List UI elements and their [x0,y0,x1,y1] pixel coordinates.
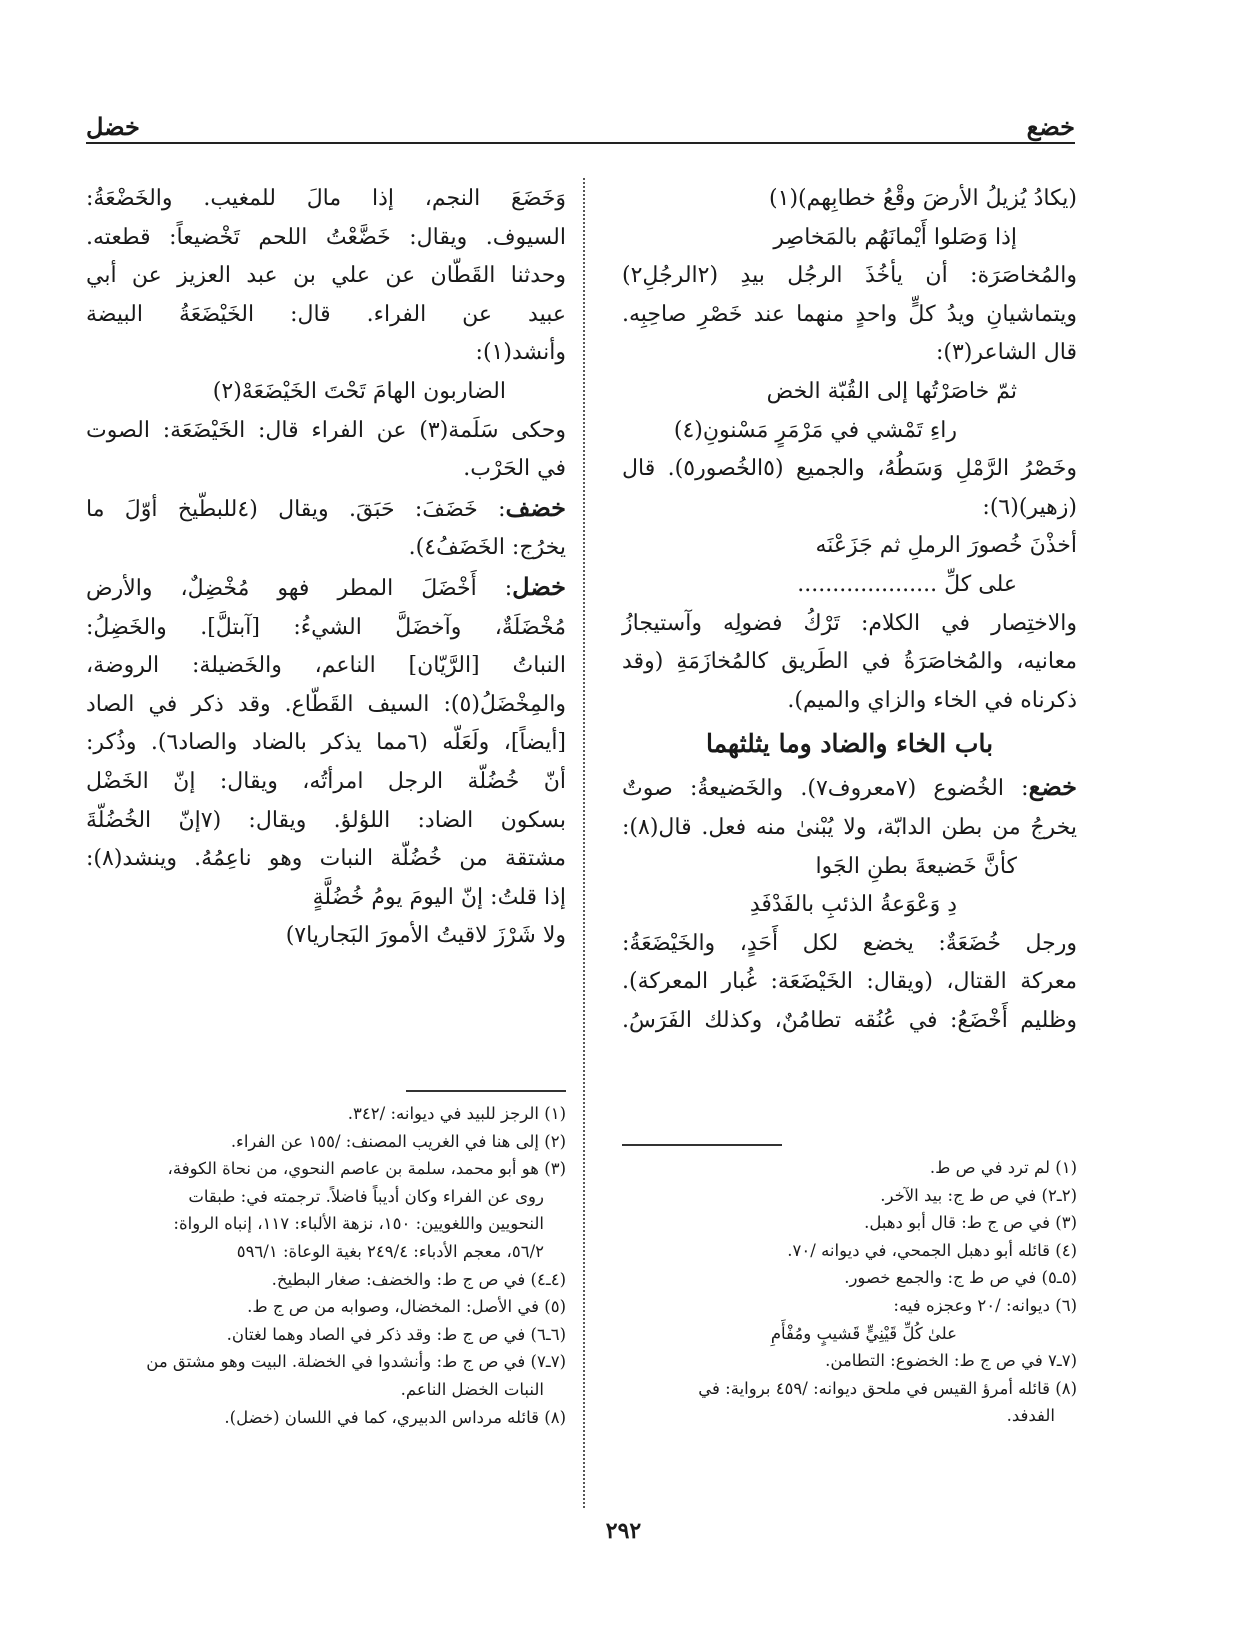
footnote: (٦) ديوانه: /٢٠ وعجزه فيه: [893,1295,1077,1315]
footnote: (٢ـ٢) في ص ط ج: بيد الآخر. [880,1185,1077,1205]
footnote: (١) الرجز للبيد في ديوانه: /٣٤٢. [347,1104,566,1123]
section-heading: باب الخاء والضاد وما يثلثهما [705,729,994,759]
footnote: (١) لم ترد في ص ط. [929,1158,1077,1177]
text-line: وَخَضَعَ النجم، إذا مالَ للمغيب. والخَضْعَةُ: [86,186,566,211]
running-header-left: خضل [86,112,140,141]
headword: خضع [1028,772,1077,802]
entry-first-line [86,568,566,609]
header-rule [86,142,1075,144]
text-line: يخرُج: الخَضَفُ٤). [408,535,566,561]
text-line: ذكرناه في الخاء والزاي والميم). [787,687,1077,713]
footnote: (٦ـ٦) في ص ج ط: وقد ذكر في الصاد وهما لغتان. [226,1324,566,1344]
running-header-right: خضع [1026,112,1075,141]
left-column [86,180,566,956]
footnote: (٥) في الأصل: المخضال، وصوابه من ص ج ط. [247,1297,566,1317]
footnote: (٥ـ٥) في ص ط ج: والجمع خصور. [844,1268,1077,1288]
text-line: السيوف. ويقال: خَضَّعْتُ اللحم تَخْضيعاً: قطعته. [86,224,566,250]
text-line: وخَصْرُ الرَّمْلِ وَسَطُهُ، والجميع (٥الخُصور٥). قال [622,456,1077,482]
text-line: في الحَرْب. [463,456,566,482]
text-line: وحكى سَلَمة(٣) عن الفراء قال: الخَيْضَعَة: الصوت [86,417,566,443]
footnote: (٣) في ص ج ط: قال أبو دهبل. [864,1213,1077,1233]
entry-first-line [622,768,1077,809]
text-line: والمِخْضَلُ(٥): السيف القَطّاع. وقد ذكر في الصاد [86,691,566,717]
verse-line: أخذْنَ خُصورَ الرملِ ثم جَزَعْنَه [815,533,1077,559]
verse-line: الضاربون الهامَ تَحْتَ الخَيْضَعَهْ(٢) [212,378,506,404]
footnote-verse: علىٰ كُلِّ قَيْنِيٍّ قَشيبٍ ومُفْأَمِ [770,1323,957,1343]
footnotes-left [86,1078,566,1431]
footnote: (٨) قائله مرداس الدبيري، كما في اللسان (خضل). [224,1407,566,1427]
footnote-continuation: ٥٦/٢، معجم الأدباء: ٢٤٩/٤ بغية الوعاة: ٥٩٦/١ [236,1241,544,1261]
footnote: (٧ـ٧ في ص ج ط: الخضوع: التطامن. [825,1351,1077,1371]
verse-line: دِ وَعْوَعةُ الذئبِ بالفَدْفَدِ [749,892,957,918]
footnote: (٨) قائله أمرؤ القيس في ملحق ديوانه: /٤٥٩ برواية: في [698,1378,1077,1398]
text-line: والمُخاصَرَة: أن يأخُذَ الرجُل بيدِ (٢الرجُلِ٢) [622,263,1077,289]
footnote-continuation: روى عن الفراء وكان أديباً فاضلاً. ترجمته في: طبقات [188,1186,544,1206]
verse-line: إذا قلتُ: إنّ اليومَ يومُ خُضُلَّةٍ [312,884,566,910]
text-line: قال الشاعر(٣): [935,340,1077,366]
right-column [622,180,1077,1040]
footnote: (٧ـ٧) في ص ج ط: وأنشدوا في الخضلة. البيت وهو مشتق من [146,1352,566,1372]
verse-line: ثمّ خاصَرْتُها إلى القُبّة الخض [766,378,1017,404]
text-line: (يكادُ يُزيلُ الأرضَ وقْعُ خطابِهم)(١) [769,186,1077,211]
text-line: بسكون الضاد: اللؤلؤ. ويقال: (٧إنّ الخُضُلّةَ [86,807,566,833]
text-line: وأنشد(١): [475,340,566,366]
text-line: معانيه، والمُخاصَرَةُ في الطَريق كالمُخازَمَةِ (وقد [622,649,1077,675]
footnote: (٢) إلى هنا في الغريب المصنف: /١٥٥ عن الفراء. [230,1131,566,1151]
page-number: ٢٩٢ [605,1518,642,1544]
text-line: مُخْضَلَةٌ، وآخضَلَّ الشيءُ: [آبتلَّ]. والخَضِلُ: [86,614,566,640]
verse-line: إذا وَصَلوا أَيْمانَهُم بالمَخاصِر [773,224,1017,250]
footnote: (٣) هو أبو محمد، سلمة بن عاصم النحوي، من نحاة الكوفة، [167,1159,566,1179]
column-divider [583,178,585,1508]
entry-text: : أَخْضَلَ المطر فهو مُخْضِلٌ، والأرض [86,575,513,601]
text-line: (زهير)(٦): [982,494,1077,520]
footnote-rule [622,1144,782,1146]
verse-line: كأنَّ خَضيعةَ بطنِ الجَوا [815,853,1017,879]
verse-line: راءِ تَمْشي في مَرْمَرٍ مَسْنونِ(٤) [673,417,957,443]
text-line: [أيضاً]، ولَعَلّه (٦مما يذكر بالضاد والصاد٦). وذُكر: [86,730,567,756]
footnote: (٤ـ٤) في ص ج ط: والخضف: صغار البطيخ. [271,1269,566,1289]
text-line: وحدثنا القَطّان عن علي بن عبد العزيز عن أبي [86,263,566,289]
text-line: معركة القتال، (ويقال: الخَيْضَعَة: غُبار المعركة). [622,969,1077,995]
text-line: ورجل خُضَعَةٌ: يخضع لكل أَحَدٍ، والخَيْضَعَةُ: [622,930,1077,956]
footnote-rule [406,1090,566,1092]
text-line: يخرجُ من بطن الدابّة، ولا يُبْنىٰ منه فعل. قال(٨): [622,814,1077,840]
text-line: عبيد عن الفراء. قال: الخَيْضَعَةُ البيضة [86,301,566,327]
footnote-continuation: النبات الخضل الناعم. [400,1379,544,1399]
headword: خضل [512,571,566,601]
text-line: وظليم أَخْضَعُ: في عُنُقه تطامُنٌ، وكذلك الفَرَسُ. [622,1007,1077,1033]
text-line: ويتماشيانِ ويدُ كلٍّ واحدٍ منهما عند خَصْرِ صاحِبِه. [622,301,1077,327]
headword: خضف [505,492,566,522]
footnote-continuation: الفدفد. [1006,1406,1055,1426]
text-line: مشتقة من خُضُلّة النبات وهو ناعِمُهُ. وينشد(٨): [86,846,566,872]
footnote-continuation: النحويين واللغويين: ١٥٠، نزهة الألباء: ١١٧، إنباه الرواة: [173,1214,544,1234]
text-line: أنّ خُضُلّة الرجل امرأتُه، ويقال: إنّ الخَضْل [86,768,566,794]
entry-first-line [86,489,566,530]
entry-text: : الخُضوع (٧معروف٧). والخَضيعةُ: صوتٌ [622,776,1029,802]
entry-text: : خَضَفَ: حَبَقَ. ويقال (٤للبطّيخ أوّلَ ما [86,496,506,522]
footnote: (٤) قائله أبو دهبل الجمحي، في ديوانه /٧٠. [787,1240,1077,1260]
verse-line: ولا شَرْزَ لاقيتُ الأمورَ البَجاريا٧) [285,923,566,949]
footnotes-right [622,1132,1077,1430]
verse-line: على كلِّ .................... [797,571,1017,597]
text-line: والاختِصار في الكلام: تَرْكُ فضولِه وآستيجازُ [622,610,1077,636]
text-line: النباتُ [الرَّيّان] الناعم، والخَضيلة: الروضة، [86,653,566,679]
